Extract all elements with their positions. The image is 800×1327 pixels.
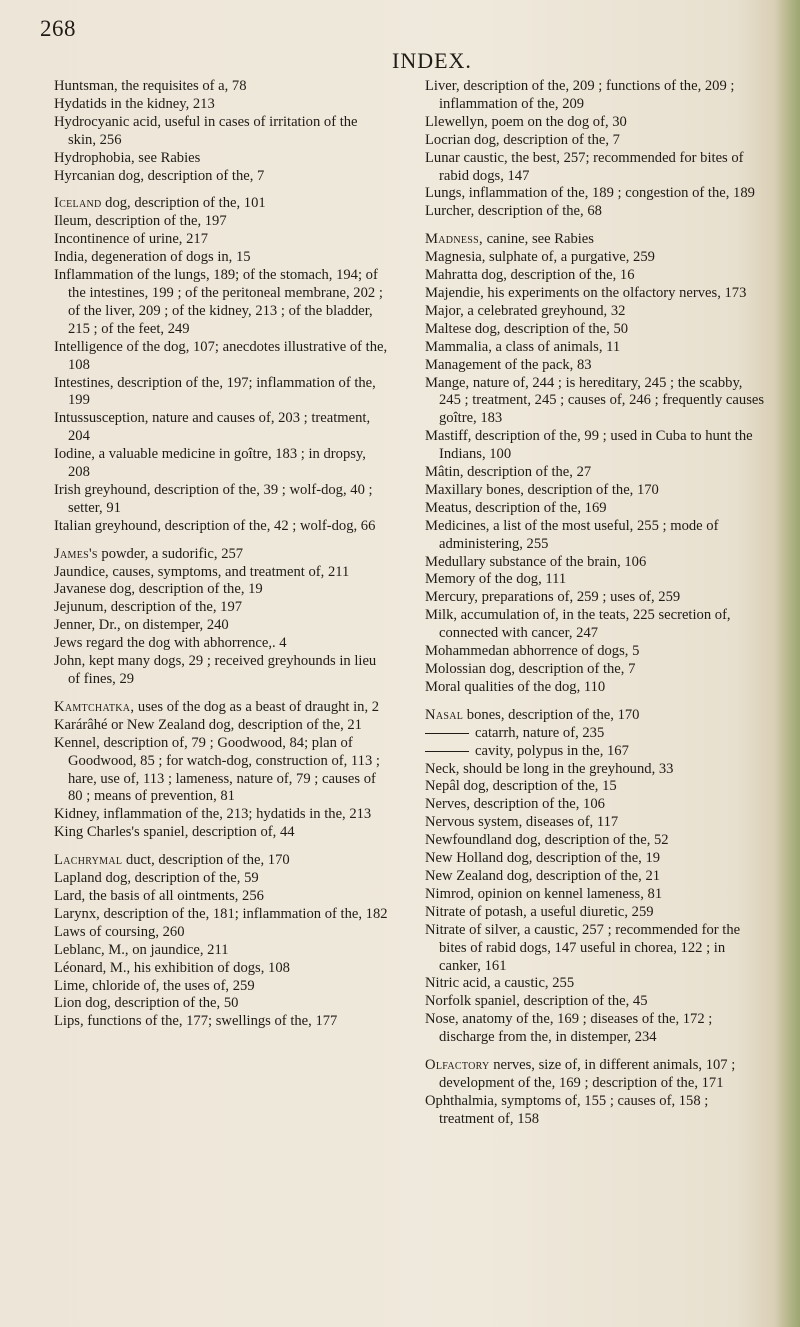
index-entry	[425, 679, 765, 697]
index-entry	[425, 339, 765, 357]
entry-text: Intussusception, nature and causes of, 203 ; treatment, 204	[54, 410, 371, 445]
index-entry	[425, 203, 765, 221]
index-entry	[54, 482, 389, 518]
index-entry	[54, 375, 389, 411]
index-entry	[425, 150, 765, 186]
entry-text: Lurcher, description of the, 68	[425, 203, 602, 220]
index-entry	[425, 482, 765, 500]
index-entry	[425, 589, 765, 607]
entry-text: Newfoundland dog, description of the, 52	[425, 832, 669, 849]
entry-text: Intestines, description of the, 197; inflammation of the, 199	[54, 374, 376, 409]
index-entry	[425, 231, 765, 249]
page-number: 268	[40, 16, 76, 41]
entry-text: Jews regard the dog with abhorrence,. 4	[54, 635, 287, 652]
index-entry	[425, 975, 765, 993]
entry-text: Lungs, inflammation of the, 189 ; congestion of the, 189	[425, 185, 755, 202]
index-entry	[54, 870, 389, 888]
index-entry	[54, 1013, 389, 1031]
index-entry	[425, 725, 765, 743]
entry-text: duct, description of the, 170	[122, 852, 290, 869]
entry-text: cavity, polypus in the, 167	[475, 742, 629, 759]
index-entry	[54, 653, 389, 689]
entry-text: Mange, nature of, 244 ; is hereditary, 245 ; the scabby, 245 ; treatment, 245 ; causes of, 246 ; frequently causes goître, 183	[425, 374, 765, 427]
index-entry	[425, 185, 765, 203]
index-entry	[54, 213, 389, 231]
entry-text: India, degeneration of dogs in, 15	[54, 249, 251, 266]
entry-lead-word: Kamtchatka,	[54, 698, 135, 715]
ditto-dash	[425, 751, 469, 752]
entry-text: Italian greyhound, description of the, 42 ; wolf-dog, 66	[54, 517, 376, 534]
entry-lead-word: James's	[54, 545, 98, 562]
entry-text: Huntsman, the requisites of a, 78	[54, 78, 247, 94]
index-entry	[54, 78, 389, 96]
index-entry	[425, 357, 765, 375]
entry-text: catarrh, nature of, 235	[475, 724, 605, 741]
index-entry	[54, 978, 389, 996]
entry-text: Incontinence of urine, 217	[54, 231, 208, 248]
index-entry	[425, 661, 765, 679]
index-entry	[54, 168, 389, 186]
index-entry	[425, 1093, 765, 1129]
index-entry	[425, 922, 765, 976]
entry-text: Nervous system, diseases of, 117	[425, 814, 619, 831]
entry-text: Mâtin, description of the, 27	[425, 464, 592, 481]
index-entry	[425, 428, 765, 464]
entry-text: Mahratta dog, description of the, 16	[425, 267, 635, 284]
entry-text: Ophthalmia, symptoms of, 155 ; causes of, 158 ; treatment of, 158	[425, 1092, 709, 1127]
index-entry	[54, 150, 389, 168]
index-entry	[54, 735, 389, 807]
entry-text: powder, a sudorific, 257	[97, 545, 244, 562]
index-entry	[425, 267, 765, 285]
entry-text: Nitrate of silver, a caustic, 257 ; recommended for the bites of rabid dogs, 147 useful in chorea, 122 ; in canker, 161	[425, 921, 741, 974]
entry-text: Inflammation of the lungs, 189; of the stomach, 194; of the intestines, 199 ; of the peritoneal membrane, 202 ; of the liver, 209 ; of the kidney, 213 ; of the bladder, 215 ; of the feet, 249	[54, 267, 383, 337]
entry-text: Hyrcanian dog, description of the, 7	[54, 167, 265, 184]
index-entry	[54, 114, 389, 150]
index-entry	[425, 303, 765, 321]
entry-text: Nitric acid, a caustic, 255	[425, 975, 575, 992]
entry-text: Jejunum, description of the, 197	[54, 599, 243, 616]
index-entry	[54, 96, 389, 114]
entry-text: Mastiff, description of the, 99 ; used in Cuba to hunt the Indians, 100	[425, 428, 753, 463]
entry-text: Maxillary bones, description of the, 170	[425, 481, 659, 498]
entry-text: Norfolk spaniel, description of the, 45	[425, 993, 648, 1010]
index-entry	[425, 285, 765, 303]
index-entry	[54, 717, 389, 735]
index-entry	[54, 446, 389, 482]
index-entry	[425, 868, 765, 886]
index-entry	[54, 824, 389, 842]
index-entry	[54, 699, 389, 717]
index-entry	[54, 267, 389, 339]
entry-text: King Charles's spaniel, description of, 44	[54, 824, 295, 841]
index-entry	[54, 231, 389, 249]
entry-text: Locrian dog, description of the, 7	[425, 131, 620, 148]
entry-text: Llewellyn, poem on the dog of, 30	[425, 113, 627, 130]
entry-text: dog, description of the, 101	[101, 195, 266, 212]
entry-text: Hydrophobia, see Rabies	[54, 149, 201, 166]
entry-text: Kennel, description of, 79 ; Goodwood, 84; plan of Goodwood, 85 ; for watch-dog, construction of, 113 ; hare, use of, 113 ; lameness, nature of, 79 ; causes of 80 ; means of prevention, 81	[54, 734, 380, 805]
index-entry	[425, 321, 765, 339]
index-column-right	[425, 78, 765, 1129]
index-entry	[54, 339, 389, 375]
index-entry	[54, 249, 389, 267]
index-entry	[425, 500, 765, 518]
index-entry	[425, 607, 765, 643]
index-entry	[54, 888, 389, 906]
entry-text: nerves, size of, in different animals, 107 ; development of the, 169 ; description of the, 171	[439, 1057, 736, 1091]
entry-text: Larynx, description of the, 181; inflammation of the, 182	[54, 905, 388, 922]
ditto-dash	[425, 733, 469, 734]
entry-text: Hydatids in the kidney, 213	[54, 95, 215, 112]
entry-text: Nitrate of potash, a useful diuretic, 259	[425, 903, 654, 920]
index-entry	[54, 906, 389, 924]
entry-text: New Holland dog, description of the, 19	[425, 850, 661, 867]
index-entry	[54, 995, 389, 1013]
index-entry	[425, 778, 765, 796]
index-entry	[425, 850, 765, 868]
entry-text: Memory of the dog, 111	[425, 571, 567, 588]
entry-text: Jaundice, causes, symptoms, and treatment of, 211	[54, 563, 350, 580]
entry-text: Irish greyhound, description of the, 39 ; wolf-dog, 40 ; setter, 91	[54, 481, 373, 516]
entry-text: Lips, functions of the, 177; swellings of the, 177	[54, 1013, 338, 1030]
index-entry	[425, 707, 765, 725]
entry-text: canine, see Rabies	[482, 231, 594, 248]
index-entry	[54, 195, 389, 213]
entry-text: Kidney, inflammation of the, 213; hydatids in the, 213	[54, 806, 372, 823]
entry-text: Major, a celebrated greyhound, 32	[425, 302, 626, 319]
entry-text: Mohammedan abhorrence of dogs, 5	[425, 643, 640, 660]
entry-lead-word: Nasal	[425, 706, 464, 723]
entry-text: Magnesia, sulphate of, a purgative, 259	[425, 249, 655, 266]
entry-text: Lion dog, description of the, 50	[54, 995, 239, 1012]
index-entry	[425, 643, 765, 661]
index-entry	[425, 993, 765, 1011]
index-entry	[425, 1057, 765, 1093]
index-entry	[54, 564, 389, 582]
entry-text: Laws of coursing, 260	[54, 923, 185, 940]
entry-text: Moral qualities of the dog, 110	[425, 678, 606, 695]
index-entry	[425, 743, 765, 761]
entry-lead-word: Olfactory	[425, 1057, 490, 1074]
entry-text: Léonard, M., his exhibition of dogs, 108	[54, 959, 290, 976]
entry-text: Nerves, description of the, 106	[425, 796, 605, 813]
entry-text: Javanese dog, description of the, 19	[54, 581, 263, 598]
index-entry	[54, 942, 389, 960]
index-entry	[425, 78, 765, 114]
entry-text: Leblanc, M., on jaundice, 211	[54, 941, 229, 958]
entry-text: Karárâhé or New Zealand dog, description of the, 21	[54, 716, 362, 733]
entry-text: Lapland dog, description of the, 59	[54, 870, 259, 887]
index-entry	[425, 375, 765, 429]
entry-text: Mercury, preparations of, 259 ; uses of, 259	[425, 589, 681, 606]
index-entry	[425, 464, 765, 482]
entry-text: Nimrod, opinion on kennel lameness, 81	[425, 885, 663, 902]
index-entry	[425, 114, 765, 132]
index-entry	[425, 761, 765, 779]
entry-text: Iodine, a valuable medicine in goître, 183 ; in dropsy, 208	[54, 446, 366, 481]
entry-text: Lime, chloride of, the uses of, 259	[54, 977, 255, 994]
index-entry	[54, 599, 389, 617]
entry-lead-word: Iceland	[54, 195, 102, 212]
index-entry	[425, 571, 765, 589]
entry-text: Maltese dog, description of the, 50	[425, 320, 629, 337]
entry-text: Medullary substance of the brain, 106	[425, 553, 647, 570]
entry-text: Nose, anatomy of the, 169 ; diseases of the, 172 ; discharge from the, in distemper, 234	[425, 1011, 713, 1046]
entry-text: Neck, should be long in the greyhound, 33	[425, 760, 674, 777]
entry-text: Molossian dog, description of the, 7	[425, 661, 636, 677]
entry-text: Meatus, description of the, 169	[425, 499, 607, 516]
entry-text: Milk, accumulation of, in the teats, 225 secretion of, connected with cancer, 247	[425, 607, 731, 642]
page-edge-shadow	[774, 0, 800, 1327]
entry-text: Hydrocyanic acid, useful in cases of irritation of the skin, 256	[54, 113, 358, 148]
index-entry	[54, 806, 389, 824]
entry-text: bones, description of the, 170	[463, 706, 640, 723]
index-entry	[425, 796, 765, 814]
index-entry	[425, 886, 765, 904]
entry-text: Intelligence of the dog, 107; anecdotes illustrative of the, 108	[54, 338, 388, 373]
index-entry	[54, 410, 389, 446]
entry-text: New Zealand dog, description of the, 21	[425, 867, 661, 884]
index-entry	[54, 617, 389, 635]
index-entry	[54, 581, 389, 599]
index-entry	[54, 924, 389, 942]
index-entry	[54, 960, 389, 978]
index-entry	[54, 635, 389, 653]
index-column-left	[54, 78, 389, 1031]
index-entry	[425, 518, 765, 554]
entry-lead-word: Madness,	[425, 231, 483, 248]
entry-text: Nepâl dog, description of the, 15	[425, 778, 617, 795]
entry-text: Jenner, Dr., on distemper, 240	[54, 617, 229, 634]
entry-text: Lard, the basis of all ointments, 256	[54, 887, 264, 904]
index-entry	[425, 832, 765, 850]
entry-text: Liver, description of the, 209 ; functions of the, 209 ; inflammation of the, 209	[425, 78, 735, 112]
entry-text: Lunar caustic, the best, 257; recommended for bites of rabid dogs, 147	[425, 149, 744, 184]
index-entry	[54, 546, 389, 564]
index-entry	[425, 554, 765, 572]
entry-text: Medicines, a list of the most useful, 255 ; mode of administering, 255	[425, 517, 719, 552]
entry-text: Management of the pack, 83	[425, 356, 592, 373]
index-entry	[425, 814, 765, 832]
entry-text: John, kept many dogs, 29 ; received greyhounds in lieu of fines, 29	[54, 653, 377, 687]
index-entry	[425, 249, 765, 267]
entry-text: Ileum, description of the, 197	[54, 213, 227, 230]
index-entry	[425, 1011, 765, 1047]
entry-lead-word: Lachrymal	[54, 852, 123, 869]
running-head: INDEX.	[392, 48, 472, 73]
index-entry	[425, 904, 765, 922]
index-entry	[54, 518, 389, 536]
entry-text: Mammalia, a class of animals, 11	[425, 338, 621, 355]
entry-text: uses of the dog as a beast of draught in, 2	[134, 698, 380, 715]
index-entry	[425, 132, 765, 150]
entry-text: Majendie, his experiments on the olfactory nerves, 173	[425, 284, 747, 301]
index-entry	[54, 852, 389, 870]
